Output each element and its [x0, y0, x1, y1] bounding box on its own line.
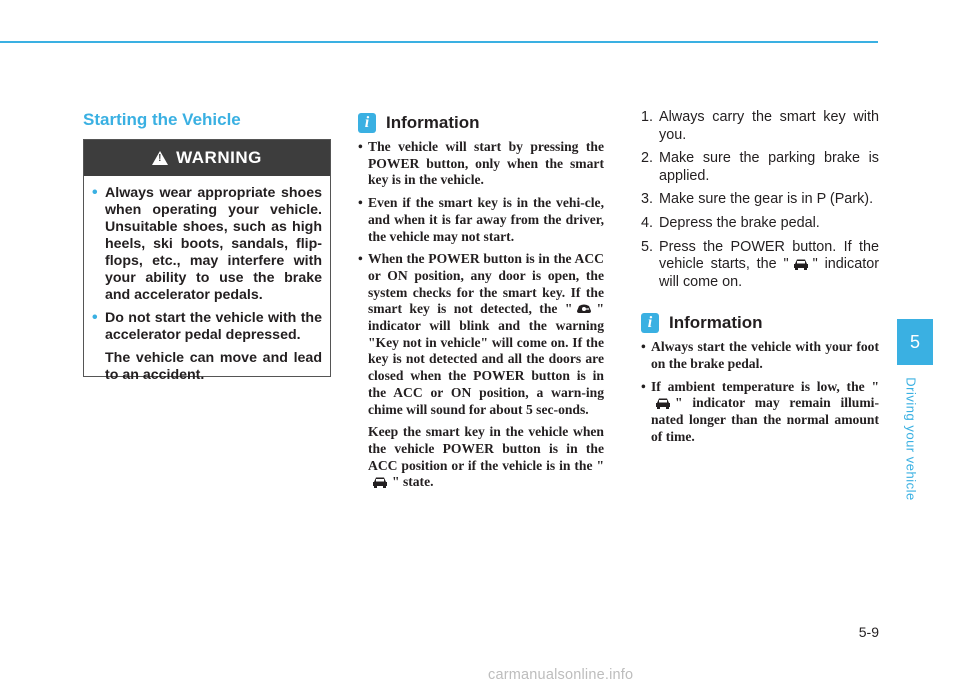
warning-body	[84, 176, 330, 384]
information-list	[358, 139, 604, 491]
header-rule	[0, 41, 878, 43]
information-item	[358, 251, 604, 418]
smart-key-car-icon	[575, 303, 593, 315]
warning-item	[92, 310, 322, 344]
ready-car-icon	[654, 397, 672, 409]
bullet-icon: •	[641, 378, 646, 394]
information-paragraph-text: " state.	[392, 474, 434, 490]
warning-triangle-icon	[152, 151, 168, 165]
warning-note: The vehicle can move and lead to an accident.	[105, 350, 322, 383]
page-number: 5-9	[858, 624, 879, 640]
warning-title: WARNING	[176, 148, 262, 167]
information-column	[358, 113, 604, 491]
information-item	[641, 339, 879, 372]
information-list	[641, 339, 879, 445]
information-item-text: " indicator will blink and the warning "Key not in vehicle" will come on. If the key is not detected and all the doors are closed when the POWER button is in the ACC or ON position, a warn-ing chime will sound for about 5 sec-onds.	[368, 301, 604, 417]
step-item	[641, 215, 879, 233]
step-text: Always carry the smart key with you.	[659, 109, 879, 143]
information-item-text: Always start the vehicle with your foot on the brake pedal.	[651, 339, 879, 372]
step-number: 1.	[641, 109, 654, 125]
information-title: Information	[386, 113, 480, 132]
chapter-label-text: Driving your vehicle	[903, 377, 919, 501]
step-item	[641, 191, 879, 209]
information-item-text: Even if the smart key is in the vehi-cle, and when it is far away from the driver, the vehicle may not start.	[368, 195, 604, 244]
information-title: Information	[669, 313, 763, 333]
step-text: Make sure the gear is in P (Park).	[659, 191, 874, 208]
bullet-icon: •	[92, 184, 98, 201]
information-paragraph	[358, 424, 604, 491]
info-icon: i	[358, 113, 376, 133]
watermark: carmanualsonline.info	[488, 667, 634, 683]
step-item	[641, 150, 879, 185]
warning-box	[83, 139, 331, 383]
information-item	[641, 379, 879, 446]
step-text: Press the POWER button. If the vehicle starts, the "	[659, 238, 879, 273]
info-icon: i	[641, 313, 659, 333]
step-item	[641, 239, 879, 292]
step-text: Depress the brake pedal.	[659, 214, 820, 231]
bullet-icon: •	[92, 309, 98, 326]
step-number: 2.	[641, 150, 654, 167]
bullet-icon: •	[358, 195, 363, 211]
step-number: 3.	[641, 191, 654, 208]
step-text: Make sure the parking brake is applied.	[659, 150, 879, 184]
information-item	[358, 195, 604, 245]
ready-car-icon	[371, 476, 389, 488]
step-item	[641, 109, 879, 144]
step-number: 4.	[641, 214, 654, 231]
information-paragraph-text: Keep the smart key in the vehicle when the vehicle POWER button is in the ACC position or if the vehicle is in the "	[368, 424, 604, 473]
ready-car-icon	[792, 258, 810, 270]
warning-header	[84, 140, 330, 176]
bullet-icon: •	[358, 251, 363, 267]
information-item-text: The vehicle will start by pressing the POWER button, only when the smart key is in the vehicle.	[368, 139, 604, 188]
warning-item-text: Always wear appropriate shoes when operating your vehicle. Unsuitable shoes, such as high heels, ski boots, sandals, flip-flops, etc., may interfere with your ability to use the brake and accelerator pedals.	[105, 185, 322, 303]
information-item-text: If ambient temperature is low, the "	[651, 378, 879, 394]
step-text: " indicator will come on.	[659, 256, 879, 290]
warning-item-text: Do not start the vehicle with the accelerator pedal depressed.	[105, 310, 322, 343]
information-header	[641, 313, 879, 333]
information-header	[358, 113, 604, 133]
warning-item	[92, 185, 322, 304]
chapter-tab: 5	[897, 319, 933, 365]
step-number: 5.	[641, 238, 654, 255]
section-title: Starting the Vehicle	[83, 110, 241, 129]
bullet-icon: •	[641, 339, 646, 355]
start-steps-list	[641, 109, 879, 291]
steps-column	[641, 109, 879, 452]
information-item-text: When the POWER button is in the ACC or ON position, any door is open, the system checks for the smart key. If the smart key is not detected, the "	[368, 251, 604, 317]
information-item	[358, 139, 604, 189]
chapter-label	[903, 376, 919, 502]
bullet-icon: •	[358, 139, 363, 154]
information-item-text: " indicator may remain illumi-nated longer than the normal amount of time.	[651, 395, 879, 444]
